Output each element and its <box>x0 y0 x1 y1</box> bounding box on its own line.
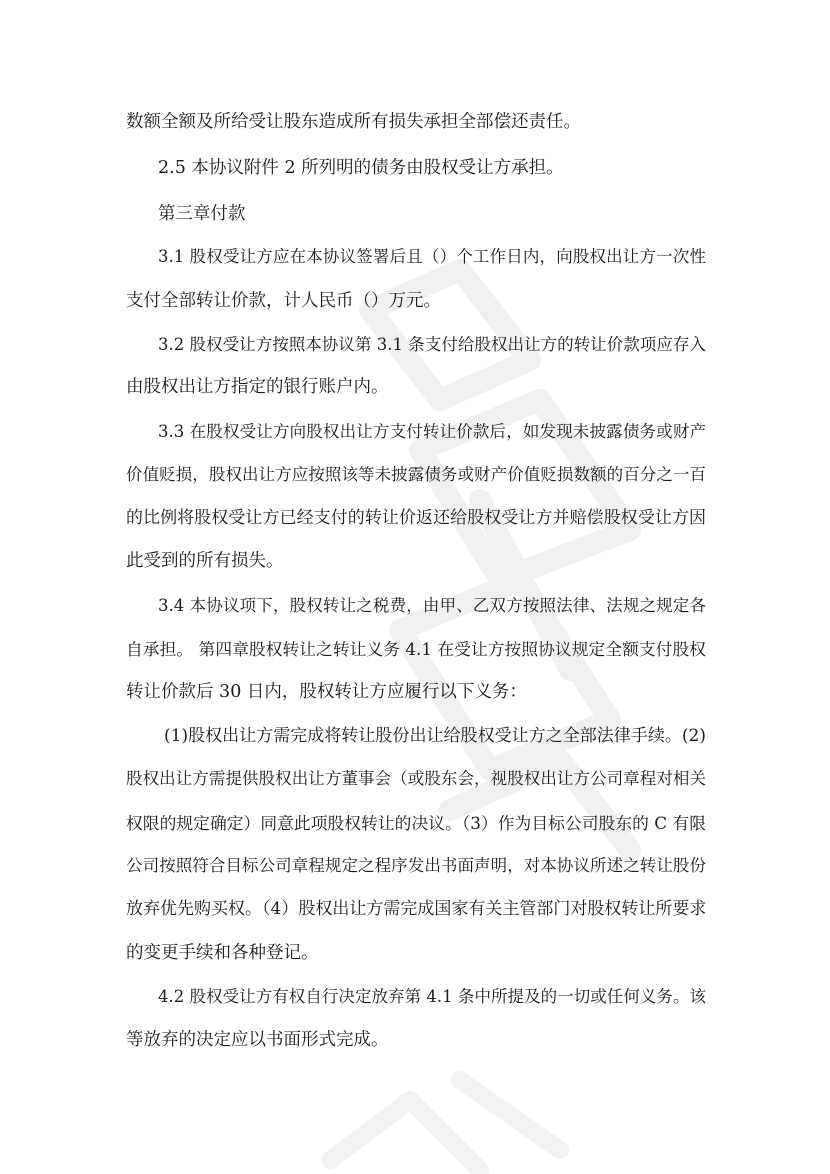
text-line-21: 4.2 股权受让方有权自行决定放弃第 4.1 条中所提及的一切或任何义务。该 <box>158 987 706 1006</box>
text-line-19: 放弃优先购买权。（4）股权出让方需完成国家有关主管部门对股权转让所要求 <box>126 899 707 919</box>
text-line-6: 3.2 股权受让方按照本协议第 3.1 条支付给股权出让方的转让价款项应存入 <box>158 335 706 354</box>
text-line-13: 自承担。 第四章股权转让之转让义务 4.1 在受让方按照协议规定全额支付股权 <box>126 639 706 659</box>
watermark-graphic-bottom <box>300 1060 600 1174</box>
text-line-18: 公司按照符合目标公司章程规定之程序发出书面声明，对本协议所述之转让股份 <box>126 856 706 875</box>
text-line-20: 的变更手续和各种登记。 <box>126 943 319 963</box>
text-line-16: 股权出让方需提供股权出让方董事会（或股东会，视股权出让方公司章程对相关 <box>126 769 706 788</box>
text-line-15: (1)股权出让方需完成将转让股份出让给股权受让方之全部法律手续。(2) <box>164 726 706 746</box>
text-line-4: 3.1 股权受让方应在本协议签署后且（）个工作日内，向股权出让方一次性 <box>158 247 706 266</box>
text-line-7: 由股权出让方指定的银行账户内。 <box>126 377 389 397</box>
text-line-2: 2.5 本协议附件 2 所列明的债务由股权受让方承担。 <box>158 158 564 178</box>
text-line-14: 转让价款后 30 日内，股权转让方应履行以下义务： <box>126 682 527 702</box>
text-line-5: 支付全部转让价款，计人民币（）万元。 <box>126 291 441 311</box>
text-line-10: 的比例将股权受让方已经支付的转让价返还给股权受让方并赔偿股权受让方因 <box>126 508 706 528</box>
chapter-heading-3: 第三章付款 <box>158 204 246 224</box>
text-line-1: 数额全额及所给受让股东造成所有损失承担全部偿还责任。 <box>126 112 581 132</box>
text-line-17: 权限的规定确定）同意此项股权转让的决议。（3）作为目标公司股东的 C 有限 <box>126 813 706 833</box>
text-line-22: 等放弃的决定应以书面形式完成。 <box>126 1030 389 1050</box>
text-line-12: 3.4 本协议项下，股权转让之税费，由甲、乙双方按照法律、法规之规定各 <box>158 596 706 615</box>
text-line-11: 此受到的所有损失。 <box>126 551 284 571</box>
text-line-9: 价值贬损，股权出让方应按照该等未披露债务或财产价值贬损数额的百分之一百 <box>126 465 706 484</box>
text-line-8: 3.3 在股权受让方向股权出让方支付转让价款后，如发现未披露债务或财产 <box>158 422 706 441</box>
